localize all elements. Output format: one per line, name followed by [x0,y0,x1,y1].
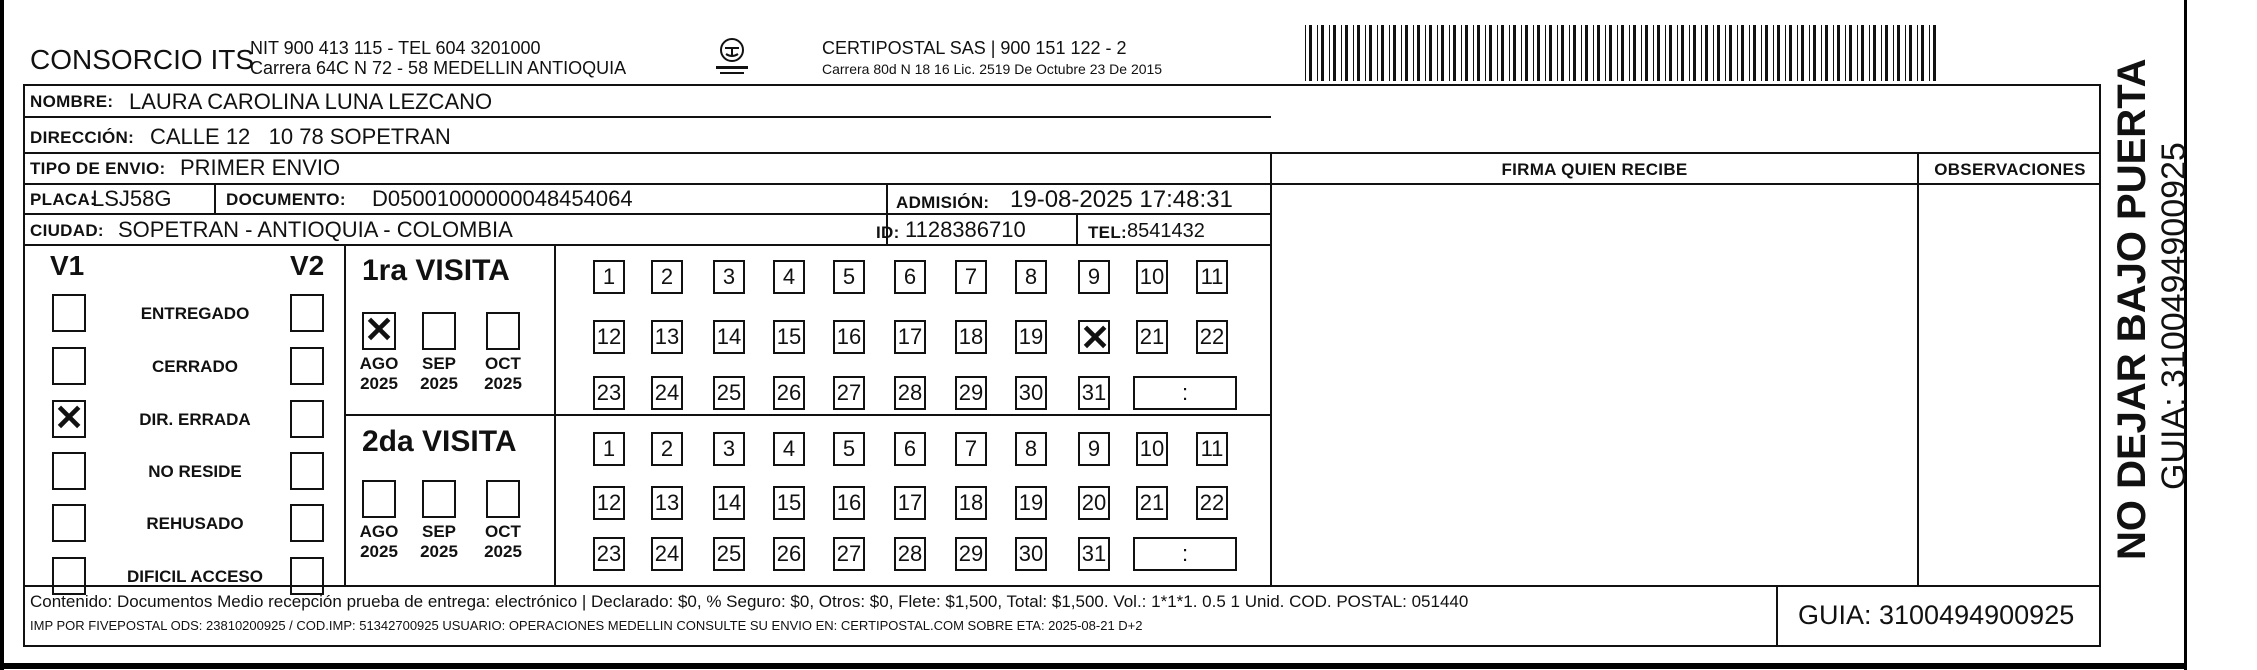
scan-edge-bottom [0,663,2187,669]
barcode-bar [1509,25,1510,81]
tipo-envio-label: TIPO DE ENVIO: [30,159,166,178]
day-box-9[interactable]: 9 [1078,260,1110,294]
day-box-25[interactable]: 25 [713,376,745,410]
day-box-13[interactable]: 13 [651,486,683,520]
barcode-bar [1821,25,1822,81]
barcode-bar [1761,25,1762,81]
barcode-bar [1473,25,1474,81]
day-box-11[interactable]: 11 [1196,260,1228,294]
barcode-bar [1537,25,1540,81]
day-box-18[interactable]: 18 [955,486,987,520]
day-box-2[interactable]: 2 [651,260,683,294]
day-box-31[interactable]: 31 [1078,376,1110,410]
day-box-15[interactable]: 15 [773,486,805,520]
barcode-bar [1353,25,1354,81]
rule [1776,585,1778,647]
barcode-bar [1549,25,1552,81]
day-box-6[interactable]: 6 [894,432,926,466]
day-box-20[interactable] [1078,317,1111,358]
v2-checkbox[interactable] [290,504,324,542]
status-label: DIR. ERRADA [139,410,251,429]
barcode-bar [1605,25,1606,81]
rule [344,414,1270,416]
rule [1917,152,1919,585]
barcode-bar [1465,25,1468,81]
barcode-bar [1873,25,1876,81]
month-label: AGO [359,354,399,373]
barcode-bar [1485,25,1486,81]
v2-checkbox[interactable] [290,400,324,438]
day-box-26[interactable]: 26 [773,376,805,410]
barcode-bar [1317,25,1318,81]
barcode-bar [1869,25,1870,81]
barcode-bar [1341,25,1342,81]
barcode-bar [1669,25,1672,81]
barcode-bar [1921,25,1924,81]
month-label: AGO [359,522,399,541]
id-label: ID: [876,223,900,242]
year-label: 2025 [360,542,398,561]
barcode-bar [1429,25,1432,81]
barcode-bar [1453,25,1456,81]
barcode-bar [1881,25,1882,81]
barcode-bar [1369,25,1372,81]
barcode-bar [1441,25,1444,81]
tipo-envio-value: PRIMER ENVIO [180,155,341,180]
day-box-30[interactable]: 30 [1015,376,1047,410]
barcode-bar [1773,25,1774,81]
year-label: 2025 [484,542,522,561]
rule [1076,213,1078,244]
barcode-bar [1513,25,1516,81]
day-box-15[interactable]: 15 [773,320,805,354]
day-box-7[interactable]: 7 [955,260,987,294]
nombre-label: NOMBRE: [30,92,114,111]
barcode-bar [1629,25,1630,81]
day-box-4[interactable]: 4 [773,432,805,466]
year-label: 2025 [420,374,458,393]
day-box-3[interactable]: 3 [713,432,745,466]
day-box-14[interactable]: 14 [713,486,745,520]
year-label: 2025 [484,374,522,393]
documento-label: DOCUMENTO: [226,190,346,209]
barcode-bar [1645,25,1648,81]
direccion-value: CALLE 12 10 78 SOPETRAN [150,124,451,149]
day-box-17[interactable]: 17 [894,320,926,354]
barcode-bar [1561,25,1564,81]
month-label: SEP [421,522,457,541]
day-box-5[interactable]: 5 [833,432,865,466]
day-box-1[interactable]: 1 [593,432,625,466]
company-nit-tel: NIT 900 413 115 - TEL 604 3201000 [250,38,541,58]
barcode-bar [1377,25,1378,81]
barcode-bar [1737,25,1738,81]
company-name: CONSORCIO ITS [30,44,255,75]
ciudad-label: CIUDAD: [30,221,104,240]
barcode-bar [1609,25,1612,81]
direccion-label: DIRECCIÓN: [30,128,135,147]
barcode-bar [1861,25,1864,81]
time-field[interactable]: : [1133,376,1237,410]
barcode-bar [1777,25,1780,81]
barcode-bar [1657,25,1660,81]
barcode-bar [1785,25,1786,81]
placa-value: LSJ58G [92,186,172,211]
barcode-bar [1825,25,1828,81]
day-box-17[interactable]: 17 [894,486,926,520]
barcode-bar [1933,25,1936,81]
day-box-21[interactable]: 21 [1136,486,1168,520]
month-checkbox[interactable] [362,480,396,518]
v1-checkbox[interactable] [52,557,86,595]
id-value: 1128386710 [905,217,1026,242]
footer-contenido: Contenido: Documentos Medio recepción prueba de entrega: electrónico | Declarado: $0, % Seguro: $0, Otros: $0, Flete: $1,500, Total: $1,500. Vol.: 1*1*1. 0.5 1 Unid. COD. POSTAL: 051440 [30,592,1469,611]
day-box-30[interactable]: 30 [1015,537,1047,571]
v1-header: V1 [50,250,85,281]
day-box-2[interactable]: 2 [651,432,683,466]
certipostal-address: Carrera 80d N 18 16 Lic. 2519 De Octubre 23 De 2015 [822,61,1163,77]
month-checkbox[interactable] [486,312,520,350]
day-box-24[interactable]: 24 [651,376,683,410]
status-label: ENTREGADO [140,304,250,323]
barcode-bar [1437,25,1438,81]
barcode-bar [1713,25,1714,81]
barcode-bar [1477,25,1480,81]
barcode-bar [1333,25,1336,81]
barcode-bar [1497,25,1498,81]
barcode-bar [1729,25,1732,81]
v2-header: V2 [290,250,325,281]
day-box-10[interactable]: 10 [1136,260,1168,294]
month-checkbox[interactable] [422,312,456,350]
v1-checkbox[interactable] [52,347,86,385]
tel-value: 8541432 [1127,220,1205,242]
month-checkbox[interactable] [486,480,520,518]
barcode-bar [1689,25,1690,81]
day-box-22[interactable]: 22 [1196,320,1228,354]
rule [23,183,2101,185]
day-box-13[interactable]: 13 [651,320,683,354]
barcode-bar [1449,25,1450,81]
side-no-dejar-bajo-puerta: NO DEJAR BAJO PUERTA [2110,58,2154,560]
barcode-bar [1489,25,1492,81]
day-box-22[interactable]: 22 [1196,486,1228,520]
status-label: CERRADO [152,357,238,376]
ciudad-value: SOPETRAN - ANTIOQUIA - COLOMBIA [118,217,513,242]
barcode-bar [1917,25,1918,81]
day-box-4[interactable]: 4 [773,260,805,294]
barcode-bar [1357,25,1360,81]
status-label: NO RESIDE [148,462,242,481]
day-box-29[interactable]: 29 [955,376,987,410]
barcode-bar [1309,25,1312,81]
barcode-bar [1653,25,1654,81]
scan-edge-left [0,0,4,670]
day-box-31[interactable]: 31 [1078,537,1110,571]
day-box-19[interactable]: 19 [1015,486,1047,520]
footer-guia: GUIA: 3100494900925 [1798,600,2075,630]
rule [23,585,2101,587]
v1-checkbox[interactable] [52,294,86,332]
barcode-bar [1845,25,1846,81]
day-box-25[interactable]: 25 [713,537,745,571]
barcode-bar [1885,25,1888,81]
observaciones-label: OBSERVACIONES [1934,160,2086,179]
barcode-bar [1701,25,1702,81]
checkmark-icon: ✕ [54,397,85,438]
day-box-27[interactable]: 27 [833,376,865,410]
side-guia: GUIA: 3100494900925 [2155,142,2193,490]
day-box-27[interactable]: 27 [833,537,865,571]
barcode-bar [1329,25,1330,81]
v1-checkbox[interactable] [52,452,86,490]
barcode-bar [1641,25,1642,81]
day-box-28[interactable]: 28 [894,537,926,571]
barcode-bar [1725,25,1726,81]
rule [23,116,1271,118]
barcode-bar [1617,25,1618,81]
day-box-5[interactable]: 5 [833,260,865,294]
day-box-23[interactable]: 23 [593,376,625,410]
day-box-23[interactable]: 23 [593,537,625,571]
month-checkbox[interactable] [422,480,456,518]
barcode-bar [1573,25,1576,81]
barcode-bar [1525,25,1528,81]
checkmark-icon: ✕ [1080,317,1111,358]
barcode-bar [1665,25,1666,81]
barcode-bar [1597,25,1600,81]
barcode-bar [1849,25,1852,81]
day-box-11[interactable]: 11 [1196,432,1228,466]
barcode-graphic [1303,25,1945,81]
firma-label: FIRMA QUIEN RECIBE [1501,160,1688,179]
day-box-18[interactable]: 18 [955,320,987,354]
v2-checkbox[interactable] [290,557,324,595]
barcode [1303,25,1945,81]
barcode-bar [1693,25,1696,81]
first-visit-title: 1ra VISITA [362,254,510,287]
day-box-29[interactable]: 29 [955,537,987,571]
admision-label: ADMISIÓN: [896,193,990,212]
day-box-8[interactable]: 8 [1015,432,1047,466]
barcode-bar [1365,25,1366,81]
barcode-bar [1621,25,1624,81]
month-label: OCT [485,522,521,541]
barcode-bar [1893,25,1894,81]
barcode-bar [1345,25,1348,81]
barcode-bar [1569,25,1570,81]
documento-value: D05001000000048454064 [372,186,633,211]
rule [1270,152,1272,585]
day-box-26[interactable]: 26 [773,537,805,571]
day-box-14[interactable]: 14 [713,320,745,354]
day-box-3[interactable]: 3 [713,260,745,294]
year-label: 2025 [360,374,398,393]
day-box-12[interactable]: 12 [593,486,625,520]
day-box-10[interactable]: 10 [1136,432,1168,466]
barcode-bar [1857,25,1858,81]
v2-checkbox[interactable] [290,294,324,332]
day-box-16[interactable]: 16 [833,486,865,520]
rule [214,183,216,214]
day-box-12[interactable]: 12 [593,320,625,354]
v2-checkbox[interactable] [290,452,324,490]
barcode-bar [1905,25,1906,81]
company-address: Carrera 64C N 72 - 58 MEDELLIN ANTIOQUIA [250,58,627,78]
day-box-28[interactable]: 28 [894,376,926,410]
barcode-bar [1321,25,1324,81]
barcode-bar [1389,25,1390,81]
rule [344,244,346,585]
rule [23,152,2101,154]
barcode-bar [1753,25,1756,81]
barcode-bar [1765,25,1768,81]
v1-checkbox[interactable] [52,397,86,438]
year-label: 2025 [420,542,458,561]
day-box-16[interactable]: 16 [833,320,865,354]
status-label: REHUSADO [146,514,244,533]
barcode-bar [1557,25,1558,81]
admision-value: 19-08-2025 17:48:31 [1010,186,1233,213]
barcode-bar [1749,25,1750,81]
second-visit-title: 2da VISITA [362,425,517,458]
certipostal-name: CERTIPOSTAL SAS | 900 151 122 - 2 [822,38,1127,58]
v1-checkbox[interactable] [52,504,86,542]
barcode-bar [1789,25,1792,81]
barcode-bar [1837,25,1840,81]
barcode-bar [1797,25,1798,81]
barcode-bar [1585,25,1588,81]
barcode-bar [1581,25,1582,81]
month-checkbox[interactable] [362,309,396,350]
time-field[interactable]: : [1133,537,1237,571]
barcode-bar [1813,25,1816,81]
barcode-bar [1305,25,1306,81]
barcode-bar [1897,25,1900,81]
barcode-bar [1413,25,1414,81]
day-box-7[interactable]: 7 [955,432,987,466]
day-box-8[interactable]: 8 [1015,260,1047,294]
month-label: SEP [421,354,457,373]
barcode-bar [1593,25,1594,81]
day-box-24[interactable]: 24 [651,537,683,571]
placa-label: PLACA: [30,190,97,209]
footer-imp: IMP POR FIVEPOSTAL ODS: 23810200925 / COD.IMP: 51342700925 USUARIO: OPERACIONES MEDELLIN CONSULTE SU ENVIO EN: CERTIPOSTAL.COM SOBRE ETA: 2025-08-21 D+2 [30,618,1143,633]
day-box-20[interactable]: 20 [1078,486,1110,520]
barcode-bar [1801,25,1804,81]
barcode-bar [1425,25,1426,81]
barcode-bar [1741,25,1744,81]
nombre-value: LAURA CAROLINA LUNA LEZCANO [129,89,493,114]
v2-checkbox[interactable] [290,347,324,385]
barcode-bar [1833,25,1834,81]
barcode-bar [1381,25,1384,81]
barcode-bar [1501,25,1504,81]
barcode-bar [1929,25,1930,81]
barcode-bar [1417,25,1420,81]
certipostal-logo [712,36,752,78]
barcode-bar [1677,25,1678,81]
day-box-6[interactable]: 6 [894,260,926,294]
barcode-bar [1909,25,1912,81]
rule [23,244,1271,246]
barcode-bar [1705,25,1708,81]
status-label: DIFICIL ACCESO [126,567,263,586]
tel-label: TEL: [1088,223,1127,242]
barcode-bar [1521,25,1522,81]
day-box-21[interactable]: 21 [1136,320,1168,354]
barcode-bar [1809,25,1810,81]
barcode-bar [1633,25,1636,81]
barcode-bar [1401,25,1402,81]
day-box-19[interactable]: 19 [1015,320,1047,354]
day-box-1[interactable]: 1 [593,260,625,294]
certipostal-logo-icon [712,36,752,78]
barcode-bar [1405,25,1408,81]
barcode-bar [1717,25,1720,81]
month-label: OCT [485,354,521,373]
barcode-bar [1545,25,1546,81]
barcode-bar [1533,25,1534,81]
barcode-bar [1461,25,1462,81]
barcode-bar [1393,25,1396,81]
checkmark-icon: ✕ [364,309,395,350]
day-box-9[interactable]: 9 [1078,432,1110,466]
barcode-bar [1681,25,1684,81]
rule [554,244,556,585]
